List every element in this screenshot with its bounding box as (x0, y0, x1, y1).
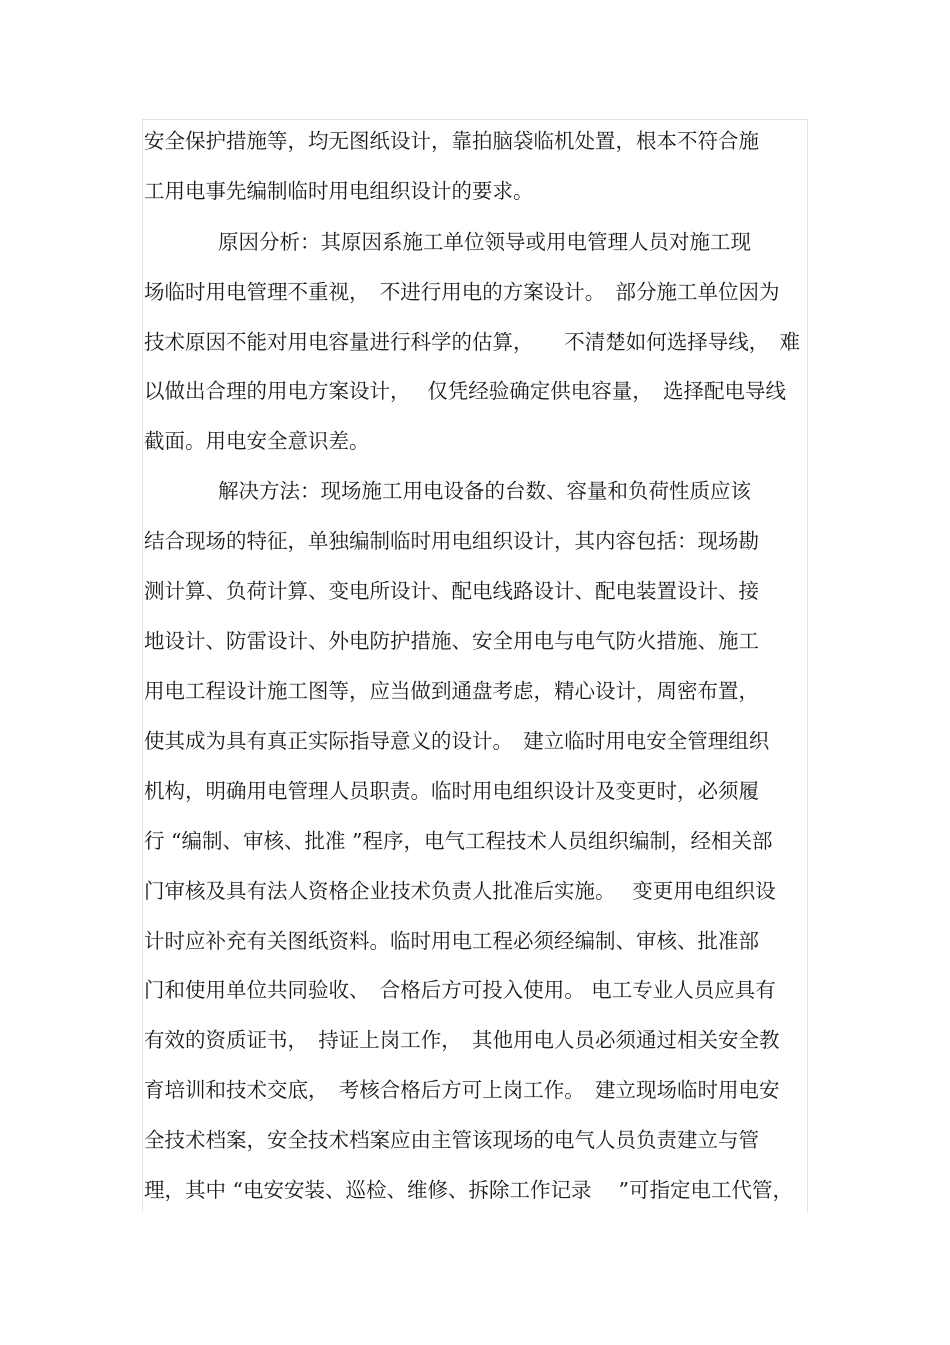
text-line: 场临时用电管理不重视， 不进行用电的方案设计。 部分施工单位因为 (144, 280, 780, 304)
text-line: 使其成为具有真正实际指导意义的设计。 建立临时用电安全管理组织 (144, 729, 770, 753)
text-line: 理，其中 “电安安装、巡检、维修、拆除工作记录 ”可指定电工代管， (144, 1178, 793, 1202)
text-line: 测计算、负荷计算、变电所设计、配电线路设计、配电装置设计、接 (144, 579, 759, 603)
text-line: 地设计、防雷设计、外电防护措施、安全用电与电气防火措施、施工 (144, 629, 759, 653)
text-line: 有效的资质证书， 持证上岗工作， 其他用电人员必须通过相关安全教 (144, 1028, 780, 1052)
text-line: 截面。用电安全意识差。 (144, 429, 370, 453)
text-line: 门和使用单位共同验收、 合格后方可投入使用。 电工专业人员应具有 (144, 978, 776, 1002)
page-frame-top-border (142, 119, 808, 120)
text-line: 计时应补充有关图纸资料。临时用电工程必须经编制、审核、批准部 (144, 929, 759, 953)
text-line: 工用电事先编制临时用电组织设计的要求。 (144, 179, 534, 203)
text-line: 机构，明确用电管理人员职责。临时用电组织设计及变更时，必须履 (144, 779, 759, 803)
text-line: 行 “编制、审核、批准 ”程序，电气工程技术人员组织编制，经相关部 (144, 829, 773, 853)
paragraph-first-line: 解决方法：现场施工用电设备的台数、容量和负荷性质应该 (218, 479, 751, 503)
text-line: 技术原因不能对用电容量进行科学的估算， 不清楚如何选择导线， 难 (144, 330, 800, 354)
text-line: 门审核及具有法人资格企业技术负责人批准后实施。 变更用电组织设 (144, 879, 776, 903)
text-line: 育培训和技术交底， 考核合格后方可上岗工作。 建立现场临时用电安 (144, 1078, 780, 1102)
page-frame-right-border (807, 119, 808, 1212)
text-line: 安全保护措施等，均无图纸设计，靠拍脑袋临机处置，根本不符合施 (144, 129, 759, 153)
text-line: 用电工程设计施工图等，应当做到通盘考虑，精心设计，周密布置， (144, 679, 759, 703)
page-frame-left-border (142, 119, 143, 1212)
paragraph-first-line: 原因分析：其原因系施工单位领导或用电管理人员对施工现 (218, 230, 751, 254)
text-line: 结合现场的特征，单独编制临时用电组织设计，其内容包括：现场勘 (144, 529, 759, 553)
text-line: 以做出合理的用电方案设计， 仅凭经验确定供电容量， 选择配电导线 (144, 379, 787, 403)
text-line: 全技术档案，安全技术档案应由主管该现场的电气人员负责建立与管 (144, 1128, 759, 1152)
